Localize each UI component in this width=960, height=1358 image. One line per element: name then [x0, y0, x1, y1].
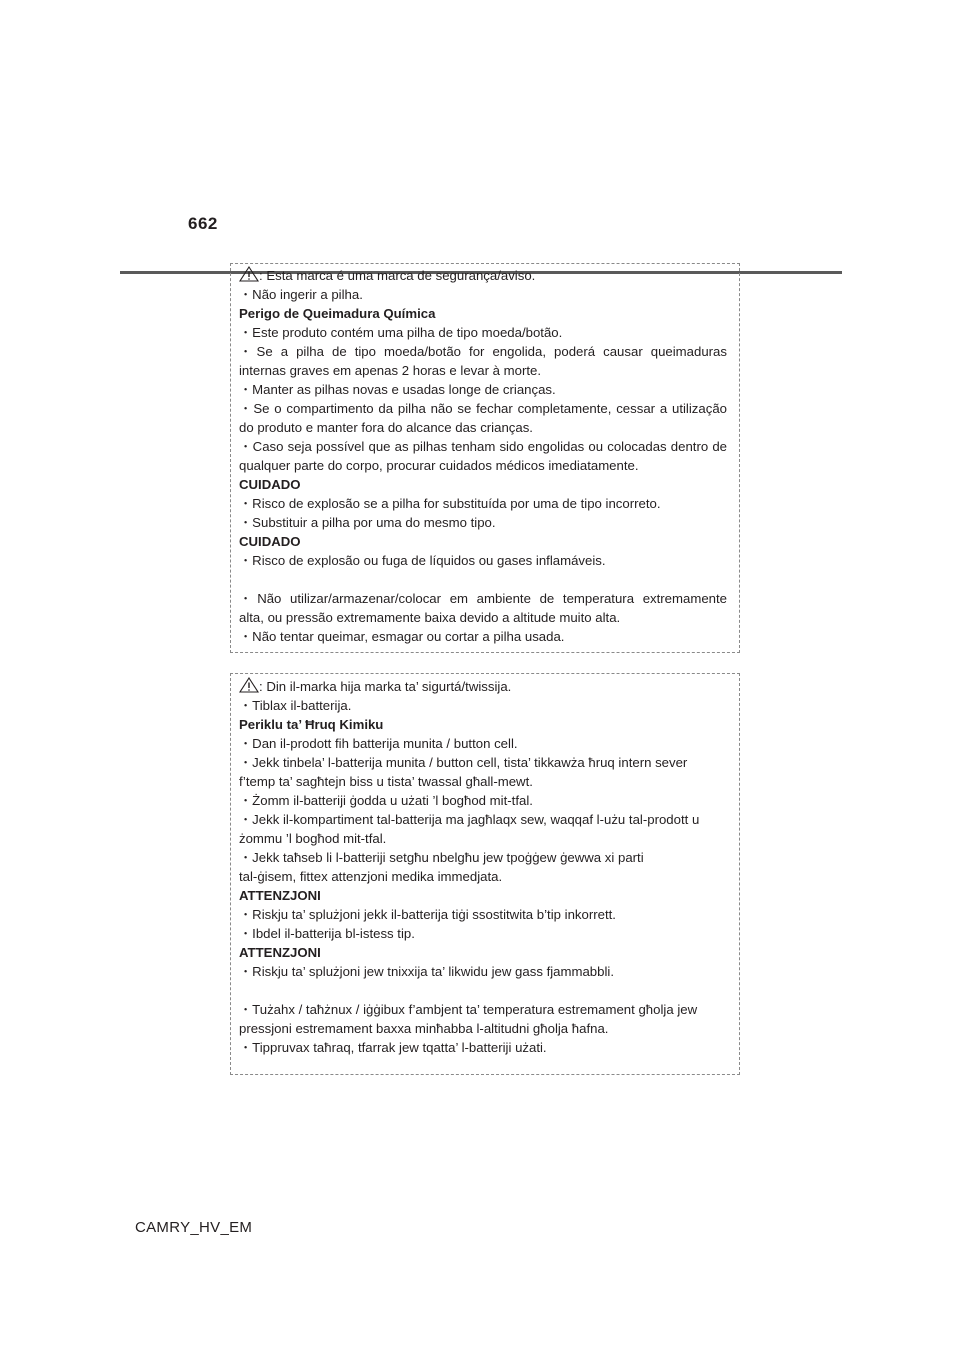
warning-triangle-icon — [239, 677, 259, 693]
text-line — [239, 456, 739, 475]
line-text: ・Tużahx / taħżnux / iġġibux f’ambjent ta’ temperatura estremament għolja jew — [239, 1002, 698, 1017]
portuguese-warning-content — [239, 264, 739, 646]
section-heading — [239, 304, 739, 323]
portuguese-warning-box — [230, 263, 740, 653]
line-text: ATTENZJONI — [239, 945, 321, 960]
section-heading — [239, 715, 739, 734]
text-line — [239, 285, 739, 304]
maltese-warning-content — [239, 674, 739, 1057]
text-line — [239, 361, 739, 380]
line-text: Perigo de Queimadura Química — [239, 306, 436, 321]
text-line — [239, 418, 739, 437]
text-line — [239, 1000, 739, 1019]
text-line — [239, 867, 739, 886]
line-text: ・Se a pilha de tipo moeda/botão for engolida, poderá causar queimaduras — [239, 344, 727, 359]
text-line — [239, 772, 739, 791]
section-heading — [239, 532, 739, 551]
maltese-warning-box — [230, 673, 740, 1075]
line-text: ・Não tentar queimar, esmagar ou cortar a pilha usada. — [239, 629, 565, 644]
text-line — [239, 696, 739, 715]
text-line — [239, 608, 739, 627]
section-heading — [239, 943, 739, 962]
page-number: 662 — [188, 214, 218, 233]
line-text: ・Żomm il-batteriji ġodda u użati ’l bogħod mit-tfal. — [239, 793, 533, 808]
text-line — [239, 323, 739, 342]
line-text: ・Não ingerir a pilha. — [239, 287, 363, 302]
line-text: ・Jekk tinbela’ l-batterija munita / button cell, tista’ tikkawża ħruq intern sever — [239, 755, 688, 770]
line-text: ・Jekk taħseb li l-batteriji setgħu nbelgħu jew tpoġġew ġewwa xi parti — [239, 850, 644, 865]
line-text: qualquer parte do corpo, procurar cuidados médicos imediatamente. — [239, 458, 639, 473]
line-text: ・Tippruvax taħraq, tfarrak jew tqatta’ l-batteriji użati. — [239, 1040, 547, 1055]
text-line — [239, 513, 739, 532]
text-line — [239, 962, 739, 981]
section-heading — [239, 886, 739, 905]
text-line — [239, 924, 739, 943]
line-text: ・Não utilizar/armazenar/colocar em ambiente de temperatura extremamente — [239, 591, 727, 606]
line-text: ・Ibdel il-batterija bl-istess tip. — [239, 926, 415, 941]
text-line — [239, 589, 727, 608]
blank-line — [239, 570, 739, 589]
text-line — [239, 810, 739, 829]
text-line — [239, 494, 739, 513]
line-text: ・Manter as pilhas novas e usadas longe de crianças. — [239, 382, 556, 397]
text-line — [239, 677, 739, 696]
warning-triangle-icon — [239, 266, 259, 282]
line-text: ・Dan il-prodott fih batterija munita / button cell. — [239, 736, 518, 751]
text-line — [239, 1038, 739, 1057]
line-text: CUIDADO — [239, 534, 301, 549]
line-text: ・Se o compartimento da pilha não se fechar completamente, cessar a utilização — [239, 401, 727, 416]
text-line — [239, 399, 727, 418]
line-text: ・Risco de explosão se a pilha for substituída por uma de tipo incorreto. — [239, 496, 661, 511]
line-text: do produto e manter fora do alcance das crianças. — [239, 420, 533, 435]
text-line — [239, 905, 739, 924]
text-line — [239, 266, 739, 285]
line-text: ・Risco de explosão ou fuga de líquidos ou gases inflamáveis. — [239, 553, 606, 568]
text-line — [239, 627, 739, 646]
text-line — [239, 1019, 739, 1038]
text-line — [239, 753, 739, 772]
line-text: ・Caso seja possível que as pilhas tenham sido engolidas ou colocadas dentro de — [239, 439, 727, 454]
line-text: ・Substituir a pilha por uma do mesmo tipo. — [239, 515, 496, 530]
footer-model-code: CAMRY_HV_EM — [135, 1219, 253, 1236]
line-text: żommu ’l bogħod mit-tfal. — [239, 831, 387, 846]
blank-line — [239, 981, 739, 1000]
line-text: ・Riskju ta’ splużjoni jew tnixxija ta’ likwidu jew gass fjammabbli. — [239, 964, 614, 979]
text-line — [239, 848, 739, 867]
line-text: CUIDADO — [239, 477, 301, 492]
line-text: f’temp ta’ sagħtejn biss u tista’ twassal għall-mewt. — [239, 774, 533, 789]
text-line — [239, 342, 727, 361]
section-heading — [239, 475, 739, 494]
line-text: pressjoni estremament baxxa minħabba l-altitudni għolja ħafna. — [239, 1021, 609, 1036]
text-line — [239, 551, 739, 570]
text-line — [239, 380, 739, 399]
text-line — [239, 791, 739, 810]
text-line — [239, 829, 739, 848]
line-text: ・Riskju ta’ splużjoni jekk il-batterija tiġi ssostitwita b’tip inkorrett. — [239, 907, 616, 922]
line-text: ・Este produto contém uma pilha de tipo moeda/botão. — [239, 325, 563, 340]
line-text: ・Jekk il-kompartiment tal-batterija ma jagħlaqx sew, waqqaf l-użu tal-prodott u — [239, 812, 700, 827]
text-line — [239, 734, 739, 753]
line-text: : Esta marca é uma marca de segurança/aviso. — [259, 268, 536, 283]
text-line — [239, 437, 727, 456]
line-text: ATTENZJONI — [239, 888, 321, 903]
line-text: ・Tiblax il-batterija. — [239, 698, 352, 713]
line-text: Periklu ta’ Ħruq Kimiku — [239, 717, 384, 732]
line-text: internas graves em apenas 2 horas e levar à morte. — [239, 363, 542, 378]
line-text: tal-ġisem, fittex attenzjoni medika immedjata. — [239, 869, 503, 884]
line-text: : Din il-marka hija marka ta’ sigurtá/twissija. — [259, 679, 512, 694]
line-text: alta, ou pressão extremamente baixa devido a altitude muito alta. — [239, 610, 621, 625]
